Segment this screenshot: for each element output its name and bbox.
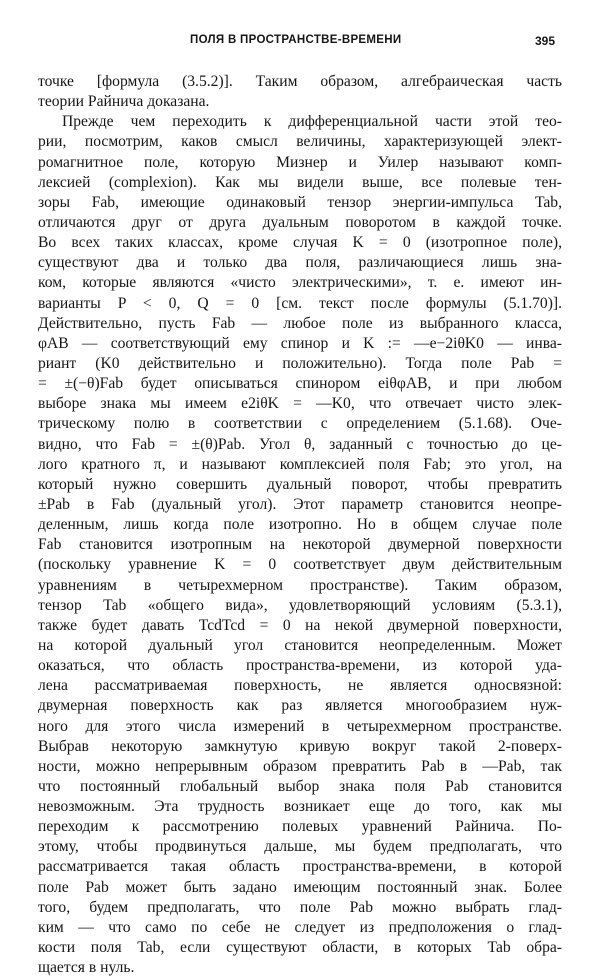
text-line: Прежде чем переходить к дифференциальной части этой тео- bbox=[62, 113, 562, 131]
page-header bbox=[0, 34, 600, 54]
text-line: ±Pab в Fab (дуальный угол). Этот параметр становится неопре- bbox=[38, 495, 562, 513]
text-line: на которой дуальный угол становится неопределенным. Может bbox=[38, 636, 562, 654]
body-text bbox=[38, 72, 562, 978]
text-line: ного для этого числа измерений в четырехмерном пространстве. bbox=[38, 717, 562, 735]
text-line: риант (K0 действительно и положительно). Тогда поле Pab = bbox=[38, 354, 562, 372]
page-number: 395 bbox=[535, 34, 556, 48]
text-line: кости поля Tab, если существуют области, в которых Tab обра- bbox=[38, 939, 562, 957]
text-line: лексией (complexion). Как мы видели выше, все полевые тен- bbox=[38, 173, 562, 191]
text-line: варианты P < 0, Q = 0 [см. текст после формулы (5.1.70)]. bbox=[38, 294, 562, 312]
text-line: = ±(−θ)Fab будет описываться спинором eiθφAB, и при любом bbox=[38, 375, 562, 393]
text-line: лого кратного π, и называют комплексией поля Fab; это угол, на bbox=[38, 455, 562, 473]
text-line: существуют два и только два поля, различающиеся лишь зна- bbox=[38, 254, 562, 272]
text-line: переходим к рассмотрению полевых уравнений Райнича. По- bbox=[38, 818, 562, 836]
text-line: трическому полю в соответствии с определением (5.1.68). Оче- bbox=[38, 415, 562, 433]
text-line: ким — что само по себе не следует из предположения о глад- bbox=[38, 918, 562, 936]
running-head: ПОЛЯ В ПРОСТРАНСТВЕ-ВРЕМЕНИ bbox=[190, 34, 402, 46]
text-line: Выбрав некоторую замкнутую кривую вокруг такой 2-поверх- bbox=[38, 737, 562, 755]
text-line: рии, посмотрим, каков смысл величины, характеризующей элект- bbox=[38, 133, 562, 151]
text-line: также будет давать TcdTcd = 0 на некой двумерной поверхности, bbox=[38, 616, 562, 634]
text-line: который нужно совершить дуальный поворот, чтобы превратить bbox=[38, 475, 562, 493]
text-line: теории Райнича доказана. bbox=[38, 93, 210, 111]
text-line: точке [формула (3.5.2)]. Таким образом, алгебраическая часть bbox=[38, 73, 562, 90]
text-line: поле Pab может быть задано имеющим постоянный знак. Более bbox=[38, 878, 562, 896]
text-line: этому, чтобы продвинуться дальше, мы будем предполагать, что bbox=[38, 838, 562, 856]
text-line: (поскольку уравнение K = 0 соответствует двум действительным bbox=[38, 556, 562, 574]
text-line: Во всех таких классах, кроме случая K = 0 (изотропное поле), bbox=[38, 234, 562, 252]
text-line: щается в нуль. bbox=[38, 959, 135, 977]
text-line: видно, что Fab = ±(θ)Pab. Угол θ, заданный с точностью до це- bbox=[38, 435, 562, 453]
text-line: лена рассматриваемая поверхность, не является односвязной: bbox=[38, 677, 562, 695]
text-line: рассматривается такая область пространства-времени, в которой bbox=[38, 858, 562, 876]
text-line: деленным, лишь когда поле изотропно. Но в общем случае поле bbox=[38, 516, 562, 534]
text-line: что постоянный глобальный выбор знака поля Pab становится bbox=[38, 777, 562, 795]
text-line: Fab становится изотропным на некоторой двумерной поверхности bbox=[38, 536, 562, 554]
text-line: того, будем предполагать, что поле Pab можно выбрать глад- bbox=[38, 898, 562, 916]
text-line: ности, можно непрерывным образом превратить Pab в —Pab, так bbox=[38, 757, 562, 775]
text-line: зоры Fab, имеющие одинаковый тензор энергии-импульса Tab, bbox=[38, 193, 562, 211]
text-line: невозможным. Эта трудность возникает еще до того, как мы bbox=[38, 798, 562, 816]
text-line: отличаются друг от друга дуальным поворотом в каждой точке. bbox=[38, 213, 562, 231]
text-line: Действительно, пусть Fab — любое поле из выбранного класса, bbox=[38, 314, 562, 332]
text-line: ком, которые являются «чисто электрическими», т. е. имеют ин- bbox=[38, 274, 562, 292]
text-line: выборе знака мы имеем e2iθK = —K0, что отвечает чисто элек- bbox=[38, 395, 562, 413]
text-line: уравнениям в четырехмерном пространстве). Таким образом, bbox=[38, 576, 562, 594]
text-line: φAB — соответствующий ему спинор и K := —e−2iθK0 — инва- bbox=[38, 334, 562, 352]
text-line: тензор Tab «общего вида», удовлетворяющий условиям (5.3.1), bbox=[38, 596, 562, 614]
text-line: двумерная поверхность как раз является многообразием нуж- bbox=[38, 697, 562, 715]
text-line: ромагнитное поле, которую Мизнер и Уилер называют комп- bbox=[38, 153, 562, 171]
text-line: оказаться, что область пространства-времени, из которой уда- bbox=[38, 657, 562, 675]
